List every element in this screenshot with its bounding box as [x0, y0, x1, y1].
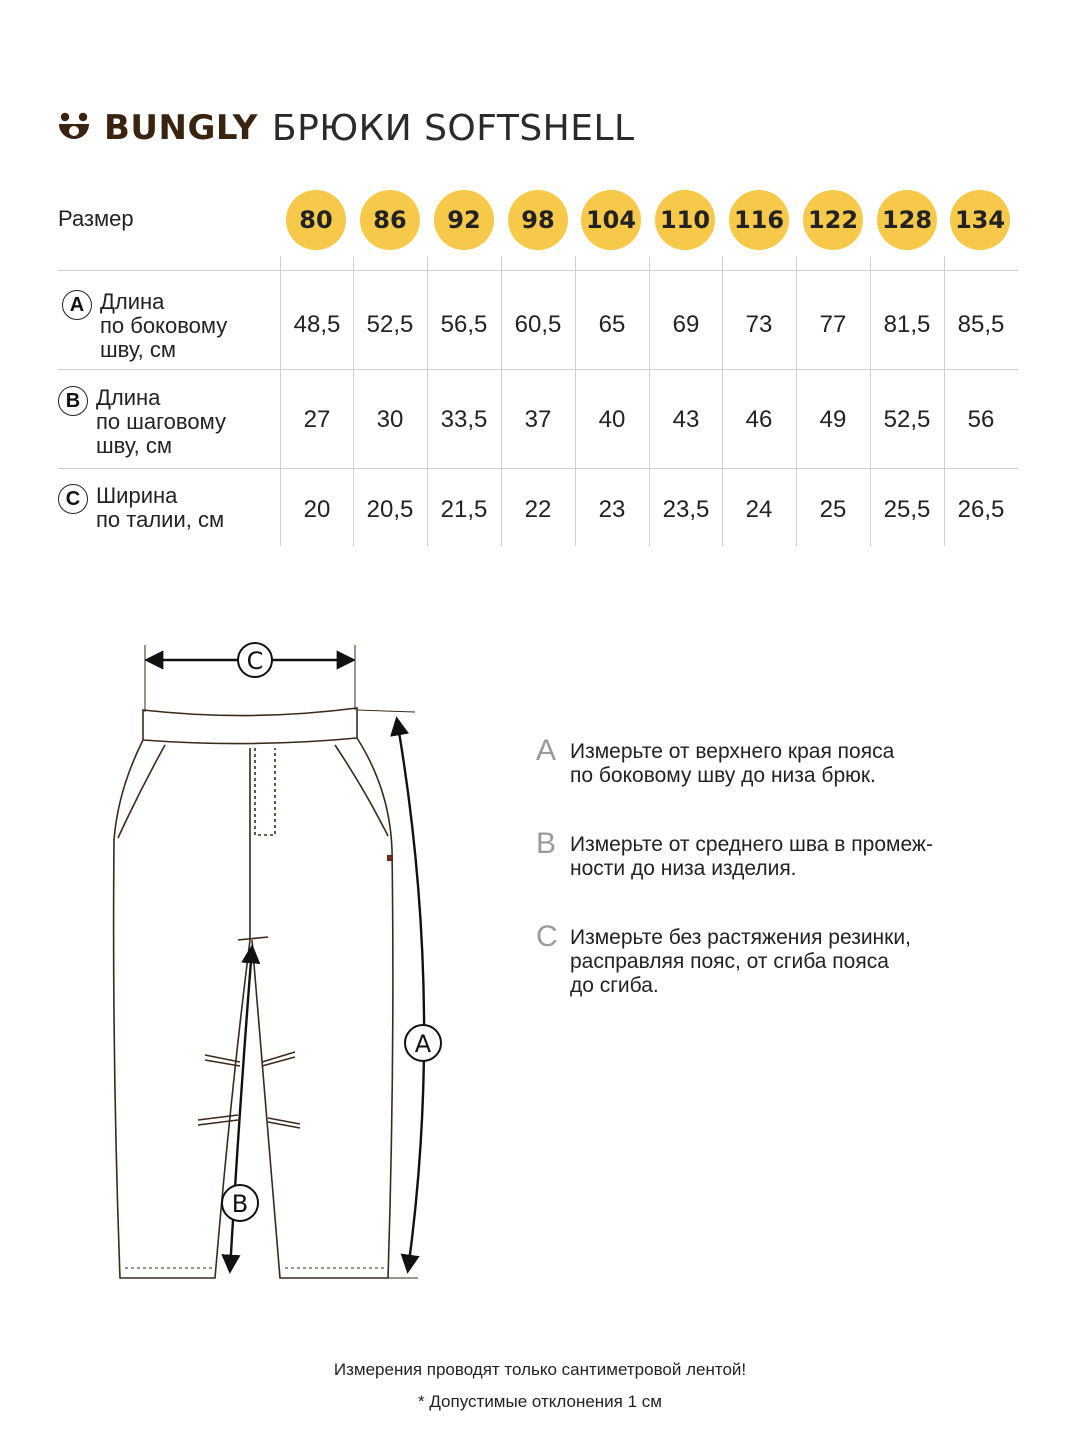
row-divider [58, 468, 1018, 469]
size-label: Размер [58, 206, 134, 231]
product-title: БРЮКИ SOFTSHELL [271, 107, 635, 149]
table-cell: 81,5 [883, 311, 931, 338]
table-cell: 23 [598, 496, 626, 523]
table-cell: 20,5 [366, 496, 414, 523]
table-cell: 25 [819, 496, 847, 523]
table-cell: 30 [376, 406, 404, 433]
instruction-text [570, 740, 894, 788]
table-cell: 65 [598, 311, 626, 338]
size-pill: 80 [286, 190, 346, 250]
row-label-line: шву, см [96, 433, 173, 458]
footer-note: Измерения проводят только сантиметровой лентой! [333, 1360, 747, 1379]
row-label-line: шву, см [100, 337, 177, 362]
table-cell: 60,5 [514, 311, 562, 338]
size-pill: 86 [360, 190, 420, 250]
size-pill: 134 [950, 190, 1010, 250]
table-cell: 43 [672, 406, 700, 433]
table-cell: 69 [672, 311, 700, 338]
footer-tolerance: * Допустимые отклонения 1 см [418, 1392, 662, 1411]
size-pill: 92 [434, 190, 494, 250]
instruction-line: по боковому шву до низа брюк. [570, 764, 876, 787]
table-cell: 49 [819, 406, 847, 433]
table-cell: 22 [524, 496, 552, 523]
size-pill: 122 [803, 190, 863, 250]
row-label-line: по боковому [100, 313, 228, 338]
instruction-line: до сгиба. [570, 974, 659, 997]
table-cell: 56,5 [440, 311, 488, 338]
row-label-c [58, 484, 224, 532]
size-row [0, 190, 1080, 252]
diagram-label-text: A [414, 1030, 432, 1058]
row-divider [58, 270, 1018, 271]
row-label-line: Длина [100, 289, 165, 314]
brand-name: BUNGLY [104, 108, 258, 148]
size-pill: 116 [729, 190, 789, 250]
table-cell: 40 [598, 406, 626, 433]
row-label-line: Длина [96, 385, 161, 410]
table-cell: 24 [745, 496, 773, 523]
bungly-logo-icon [56, 110, 92, 146]
row-label-text [96, 386, 226, 458]
row-label-b [58, 386, 226, 458]
instruction-line: Измерьте от среднего шва в промеж- [570, 833, 933, 856]
table-cell: 37 [524, 406, 552, 433]
table-cell: 56 [967, 406, 995, 433]
row-badge: C [58, 484, 88, 514]
row-label-line: Ширина [96, 483, 178, 508]
row-badge: B [58, 386, 88, 416]
measurement-arrows [148, 660, 424, 1270]
diagram-label-b [222, 1185, 258, 1221]
table-cell: 85,5 [957, 311, 1005, 338]
row-label-line: по шаговому [96, 409, 226, 434]
diagram-label-a [405, 1025, 441, 1061]
table-cell: 52,5 [366, 311, 414, 338]
table-cell: 33,5 [440, 406, 488, 433]
table-cell: 25,5 [883, 496, 931, 523]
diagram-label-text: B [231, 1190, 249, 1218]
row-label-text [96, 484, 224, 532]
row-divider [58, 369, 1018, 370]
size-pill: 128 [877, 190, 937, 250]
instruction-line: Измерьте без растяжения резинки, [570, 926, 911, 949]
table-cell: 20 [303, 496, 331, 523]
size-pill: 110 [655, 190, 715, 250]
row-label-a [58, 290, 227, 362]
instruction-text [570, 833, 933, 881]
table-cell: 21,5 [440, 496, 488, 523]
instruction-line: расправляя пояс, от сгиба пояса [570, 950, 889, 973]
row-badge: A [62, 290, 92, 320]
instruction-letter: C [536, 920, 558, 953]
row-label-line: по талии, см [96, 507, 225, 532]
diagram-label-text: C [246, 647, 264, 675]
table-cell: 46 [745, 406, 773, 433]
table-cell: 27 [303, 406, 331, 433]
table-cell: 77 [819, 311, 847, 338]
size-pill: 98 [508, 190, 568, 250]
instruction-letter: B [536, 827, 557, 860]
row-label-text [100, 290, 227, 362]
table-cell: 48,5 [293, 311, 341, 338]
size-pill: 104 [581, 190, 641, 250]
table-cell: 26,5 [957, 496, 1005, 523]
table-cell: 52,5 [883, 406, 931, 433]
guide-lines [145, 645, 418, 1278]
diagram-label-c [238, 643, 272, 677]
instruction-line: ности до низа изделия. [570, 857, 797, 880]
instruction-text [570, 926, 911, 998]
instruction-letter: A [536, 734, 557, 767]
table-cell: 73 [745, 311, 773, 338]
instruction-line: Измерьте от верхнего края пояса [570, 740, 895, 763]
pants-measurement-diagram [100, 630, 460, 1300]
table-cell: 23,5 [662, 496, 710, 523]
header [56, 104, 635, 152]
